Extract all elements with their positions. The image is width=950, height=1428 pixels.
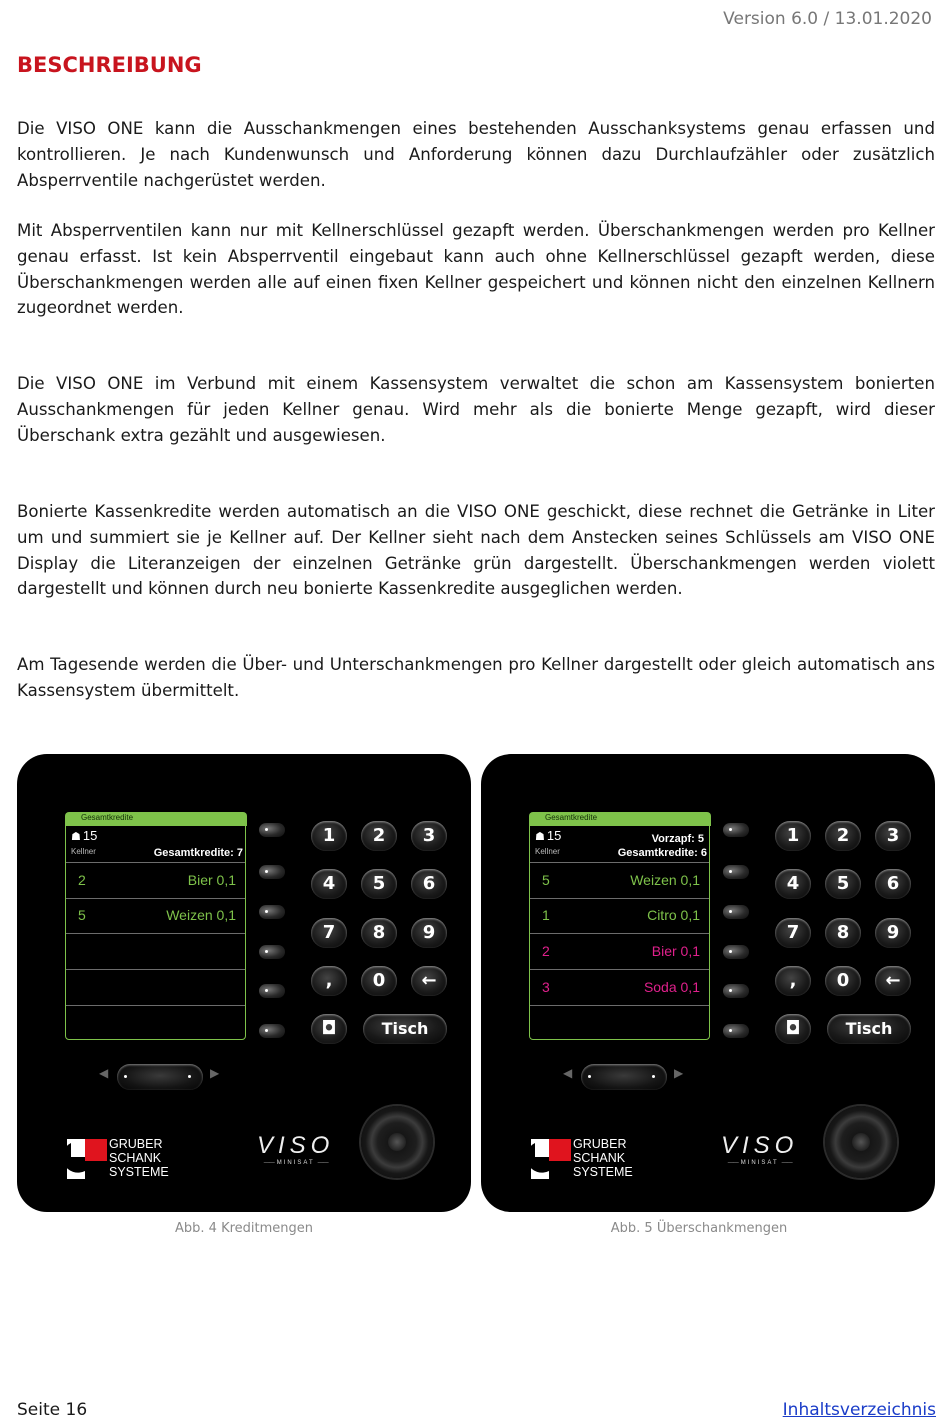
device-photo-overpour xyxy=(481,754,935,1212)
pre-tap-count: Vorzapf: 5 xyxy=(651,833,704,845)
softkey-2 xyxy=(723,865,749,879)
row-drink: Bier 0,1 xyxy=(651,943,700,959)
screen-tab-label: Gesamtkredite xyxy=(545,813,598,822)
row-qty: 2 xyxy=(78,872,86,888)
viso-wordmark: VISO xyxy=(257,1132,335,1159)
screen-tab-label: Gesamtkredite xyxy=(81,813,134,822)
row-qty: 5 xyxy=(78,907,86,923)
screen-row xyxy=(66,897,245,934)
row-qty: 1 xyxy=(542,907,550,923)
screen-row xyxy=(530,897,709,934)
key-2: 2 xyxy=(361,821,397,851)
gruber-logo xyxy=(531,1137,641,1181)
softkey-4 xyxy=(723,945,749,959)
viso-wordmark: VISO xyxy=(721,1132,799,1159)
scroll-right-icon: ▶ xyxy=(210,1066,220,1080)
viso-logo xyxy=(257,1134,334,1166)
section-heading: BESCHREIBUNG xyxy=(17,53,202,77)
screen-frame xyxy=(65,825,246,1040)
device-photo-credits xyxy=(17,754,471,1212)
softkey-1 xyxy=(259,823,285,837)
softkey-4 xyxy=(259,945,285,959)
waiter-label: Kellner xyxy=(535,847,560,856)
softkey-1 xyxy=(723,823,749,837)
screen-frame xyxy=(529,825,710,1040)
gruber-logo xyxy=(67,1137,177,1181)
paragraph-5: Am Tagesende werden die Über- und Unterschankmengen pro Kellner dargestellt oder gleich automatisch ans Kassensystem übermittelt. xyxy=(17,655,935,700)
logo-line-2: SCHANK xyxy=(573,1151,626,1165)
gruber-logo-mark xyxy=(531,1139,571,1179)
key-5: 5 xyxy=(361,869,397,899)
gruber-logo-mark xyxy=(67,1139,107,1179)
key-2: 2 xyxy=(825,821,861,851)
key-tisch: Tisch xyxy=(827,1014,911,1044)
scroll-wheel xyxy=(581,1064,667,1090)
row-drink: Soda 0,1 xyxy=(643,979,700,995)
scroll-left-icon: ◀ xyxy=(99,1066,109,1080)
key-clear xyxy=(311,1014,347,1044)
key-backspace: ← xyxy=(411,966,447,996)
row-drink: Weizen 0,1 xyxy=(630,872,700,888)
version-label: Version 6.0 / 13.01.2020 xyxy=(723,9,932,29)
logo-line-3: SYSTEME xyxy=(573,1165,633,1179)
softkey-5 xyxy=(723,984,749,998)
screen-row xyxy=(530,969,709,1006)
key-0: 0 xyxy=(361,966,397,996)
softkey-3 xyxy=(723,905,749,919)
scroll-right-icon: ▶ xyxy=(674,1066,684,1080)
screen-tab xyxy=(65,812,247,826)
waiter-number-value: 15 xyxy=(82,828,98,843)
key-lock-knob xyxy=(825,1106,897,1178)
device-screen xyxy=(529,812,709,1040)
row-qty: 5 xyxy=(542,872,550,888)
softkey-5 xyxy=(259,984,285,998)
paragraph-2: Mit Absperrventilen kann nur mit Kellnerschlüssel gezapft werden. Überschankmengen werden pro Kellner genau erfasst. Ist kein Absperrventil eingebaut kann auch ohne Kellnerschlüssel gezapft werden, diese Überschankmengen werden alle auf einen fixen Kellner gespeichert und können nicht den einzelnen Kellnern zugeordnet werden. xyxy=(17,221,935,318)
logo-line-1: GRUBER xyxy=(109,1137,163,1151)
viso-subtitle: —— MINISAT —— xyxy=(257,1160,334,1166)
total-credits: Gesamtkredite: 7 xyxy=(153,847,243,859)
key-7: 7 xyxy=(311,918,347,948)
key-clear xyxy=(775,1014,811,1044)
screen-header xyxy=(66,826,245,863)
screen-row xyxy=(530,1005,709,1041)
waiter-icon: ☗ xyxy=(535,831,545,843)
total-credits: Gesamtkredite: 6 xyxy=(617,847,707,859)
key-5: 5 xyxy=(825,869,861,899)
screen-row xyxy=(66,969,245,1006)
key-comma: , xyxy=(775,966,811,996)
screen-tab xyxy=(529,812,711,826)
logo-line-3: SYSTEME xyxy=(109,1165,169,1179)
row-qty: 2 xyxy=(542,943,550,959)
row-drink: Citro 0,1 xyxy=(647,907,700,923)
key-6: 6 xyxy=(875,869,911,899)
key-9: 9 xyxy=(875,918,911,948)
key-0: 0 xyxy=(825,966,861,996)
waiter-number xyxy=(535,828,561,843)
screen-row xyxy=(66,862,245,899)
viso-subtitle: —— MINISAT —— xyxy=(721,1160,798,1166)
paragraph-4: Bonierte Kassenkredite werden automatisch an die VISO ONE geschickt, diese rechnet die Getränke in Liter um und summiert sie je Kellner auf. Der Kellner sieht nach dem Anstecken seines Schlüssels am VISO ONE Display die Literanzeigen der einzelnen Getränke grün dargestellt. Überschankmengen werden violett dargestellt und können durch neu bonierte Kassenkredite ausgeglichen werden. xyxy=(17,502,935,599)
gruber-logo-text xyxy=(573,1137,633,1179)
screen-row xyxy=(66,933,245,970)
softkey-6 xyxy=(723,1024,749,1038)
paragraph-1: Die VISO ONE kann die Ausschankmengen eines bestehenden Ausschanksystems genau erfassen und kontrollieren. Je nach Kundenwunsch und Anforderung können dazu Durchlaufzähler oder zusätzlich Absperrventile nachgerüstet werden. xyxy=(17,119,935,190)
softkey-3 xyxy=(259,905,285,919)
waiter-number xyxy=(71,828,97,843)
key-3: 3 xyxy=(411,821,447,851)
viso-logo xyxy=(721,1134,798,1166)
gruber-logo-text xyxy=(109,1137,169,1179)
key-3: 3 xyxy=(875,821,911,851)
key-1: 1 xyxy=(775,821,811,851)
key-9: 9 xyxy=(411,918,447,948)
key-tisch: Tisch xyxy=(363,1014,447,1044)
key-6: 6 xyxy=(411,869,447,899)
waiter-label: Kellner xyxy=(71,847,96,856)
page-number: Seite 16 xyxy=(17,1400,88,1420)
logo-line-2: SCHANK xyxy=(109,1151,162,1165)
scroll-wheel xyxy=(117,1064,203,1090)
key-1: 1 xyxy=(311,821,347,851)
row-drink: Bier 0,1 xyxy=(187,872,236,888)
backspace-box-icon: ◘ xyxy=(321,1018,337,1039)
softkey-2 xyxy=(259,865,285,879)
backspace-box-icon: ◘ xyxy=(785,1018,801,1039)
screen-row xyxy=(530,862,709,899)
figure-caption-5: Abb. 5 Überschankmengen xyxy=(610,1221,788,1236)
row-drink: Weizen 0,1 xyxy=(166,907,236,923)
key-4: 4 xyxy=(311,869,347,899)
softkey-6 xyxy=(259,1024,285,1038)
key-comma: , xyxy=(311,966,347,996)
paragraph-3: Die VISO ONE im Verbund mit einem Kassensystem verwaltet die schon am Kassensystem bonierten Ausschankmengen für jeden Kellner genau. Wird mehr als die bonierte Menge gezapft, wird dieser Überschank extra gezählt und ausgewiesen. xyxy=(17,374,935,445)
key-8: 8 xyxy=(361,918,397,948)
row-qty: 3 xyxy=(542,979,550,995)
key-backspace: ← xyxy=(875,966,911,996)
key-4: 4 xyxy=(775,869,811,899)
logo-line-1: GRUBER xyxy=(573,1137,627,1151)
scroll-left-icon: ◀ xyxy=(563,1066,573,1080)
table-of-contents-link[interactable]: Inhaltsverzeichnis xyxy=(782,1400,936,1420)
figure-caption-4: Abb. 4 Kreditmengen xyxy=(175,1221,313,1236)
device-screen xyxy=(65,812,245,1040)
key-8: 8 xyxy=(825,918,861,948)
screen-row xyxy=(530,933,709,970)
screen-header xyxy=(530,826,709,863)
waiter-number-value: 15 xyxy=(546,828,562,843)
key-lock-knob xyxy=(361,1106,433,1178)
waiter-icon: ☗ xyxy=(71,831,81,843)
key-7: 7 xyxy=(775,918,811,948)
screen-row xyxy=(66,1005,245,1041)
